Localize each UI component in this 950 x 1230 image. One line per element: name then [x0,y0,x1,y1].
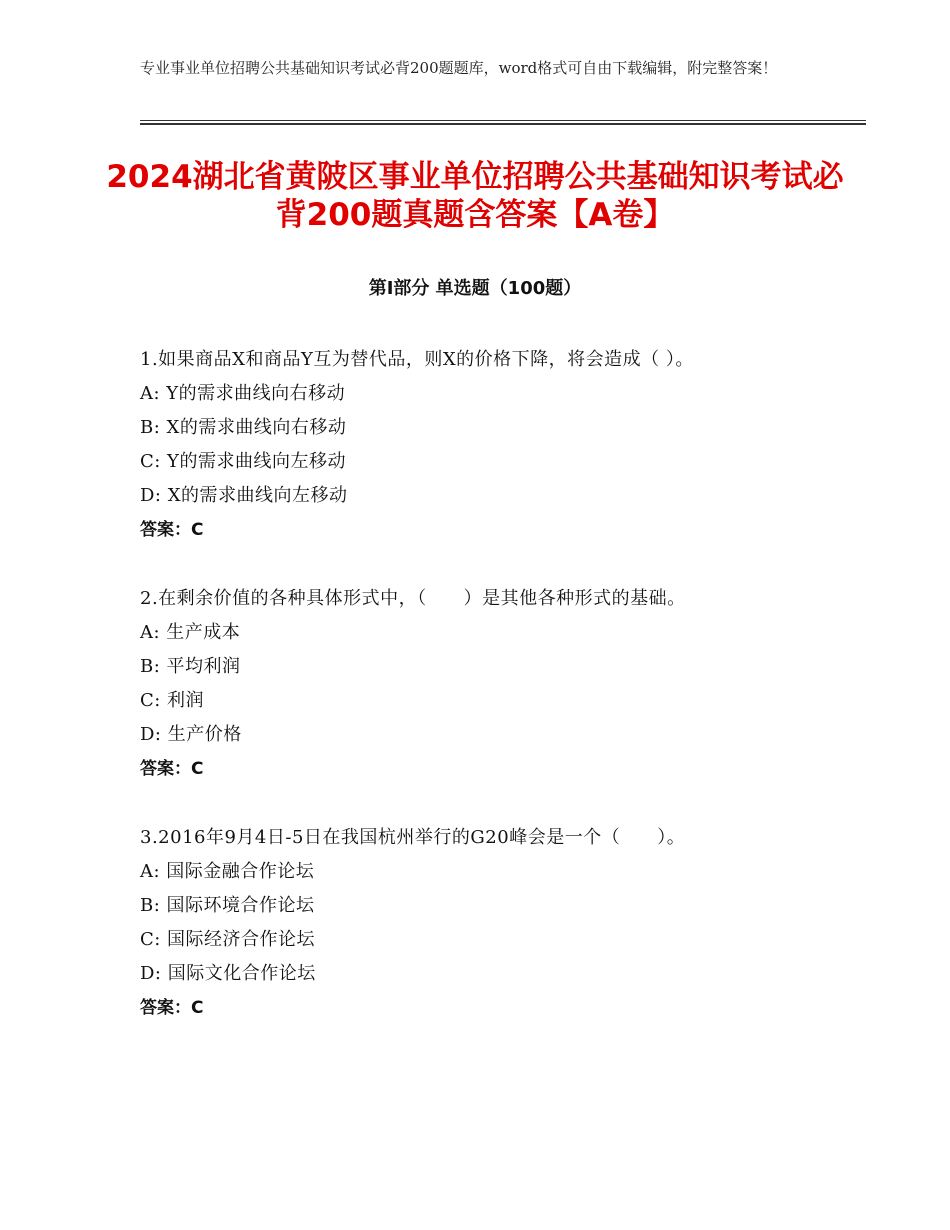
question-3 [140,821,800,1025]
section-heading: 第Ⅰ部分 单选题（100题） [368,278,582,299]
answer: 答案：C [140,759,204,779]
option-c: C: Y的需求曲线向左移动 [140,451,346,472]
option-c: C: 国际经济合作论坛 [140,929,316,950]
document-title: 2024湖北省黄陂区事业单位招聘公共基础知识考试必背200题真题含答案【A卷】 [106,159,844,233]
page-header: 专业事业单位招聘公共基础知识考试必背200题题库，word格式可自由下载编辑，附完整答案！ [140,59,778,77]
question-stem: 2.在剩余价值的各种具体形式中，（ ）是其他各种形式的基础。 [140,588,686,609]
header-rule-thick [140,123,866,125]
question-1 [140,343,800,547]
option-b: B: 国际环境合作论坛 [140,895,315,916]
option-d: D: 生产价格 [140,724,242,745]
option-a: A: Y的需求曲线向右移动 [140,383,346,404]
option-b: B: 平均利润 [140,656,241,677]
option-b: B: X的需求曲线向右移动 [140,417,347,438]
option-d: D: X的需求曲线向左移动 [140,485,348,506]
option-a: A: 国际金融合作论坛 [140,861,315,882]
answer: 答案：C [140,998,204,1018]
question-stem: 3.2016年9月4日-5日在我国杭州举行的G20峰会是一个（ ）。 [140,827,686,848]
question-list [140,343,800,1060]
question-stem: 1.如果商品X和商品Y互为替代品，则X的价格下降，将会造成（ ）。 [140,349,694,370]
option-a: A: 生产成本 [140,622,241,643]
answer: 答案：C [140,520,204,540]
header-rule-thin [140,120,866,121]
option-d: D: 国际文化合作论坛 [140,963,316,984]
question-2 [140,582,800,786]
option-c: C: 利润 [140,690,205,711]
